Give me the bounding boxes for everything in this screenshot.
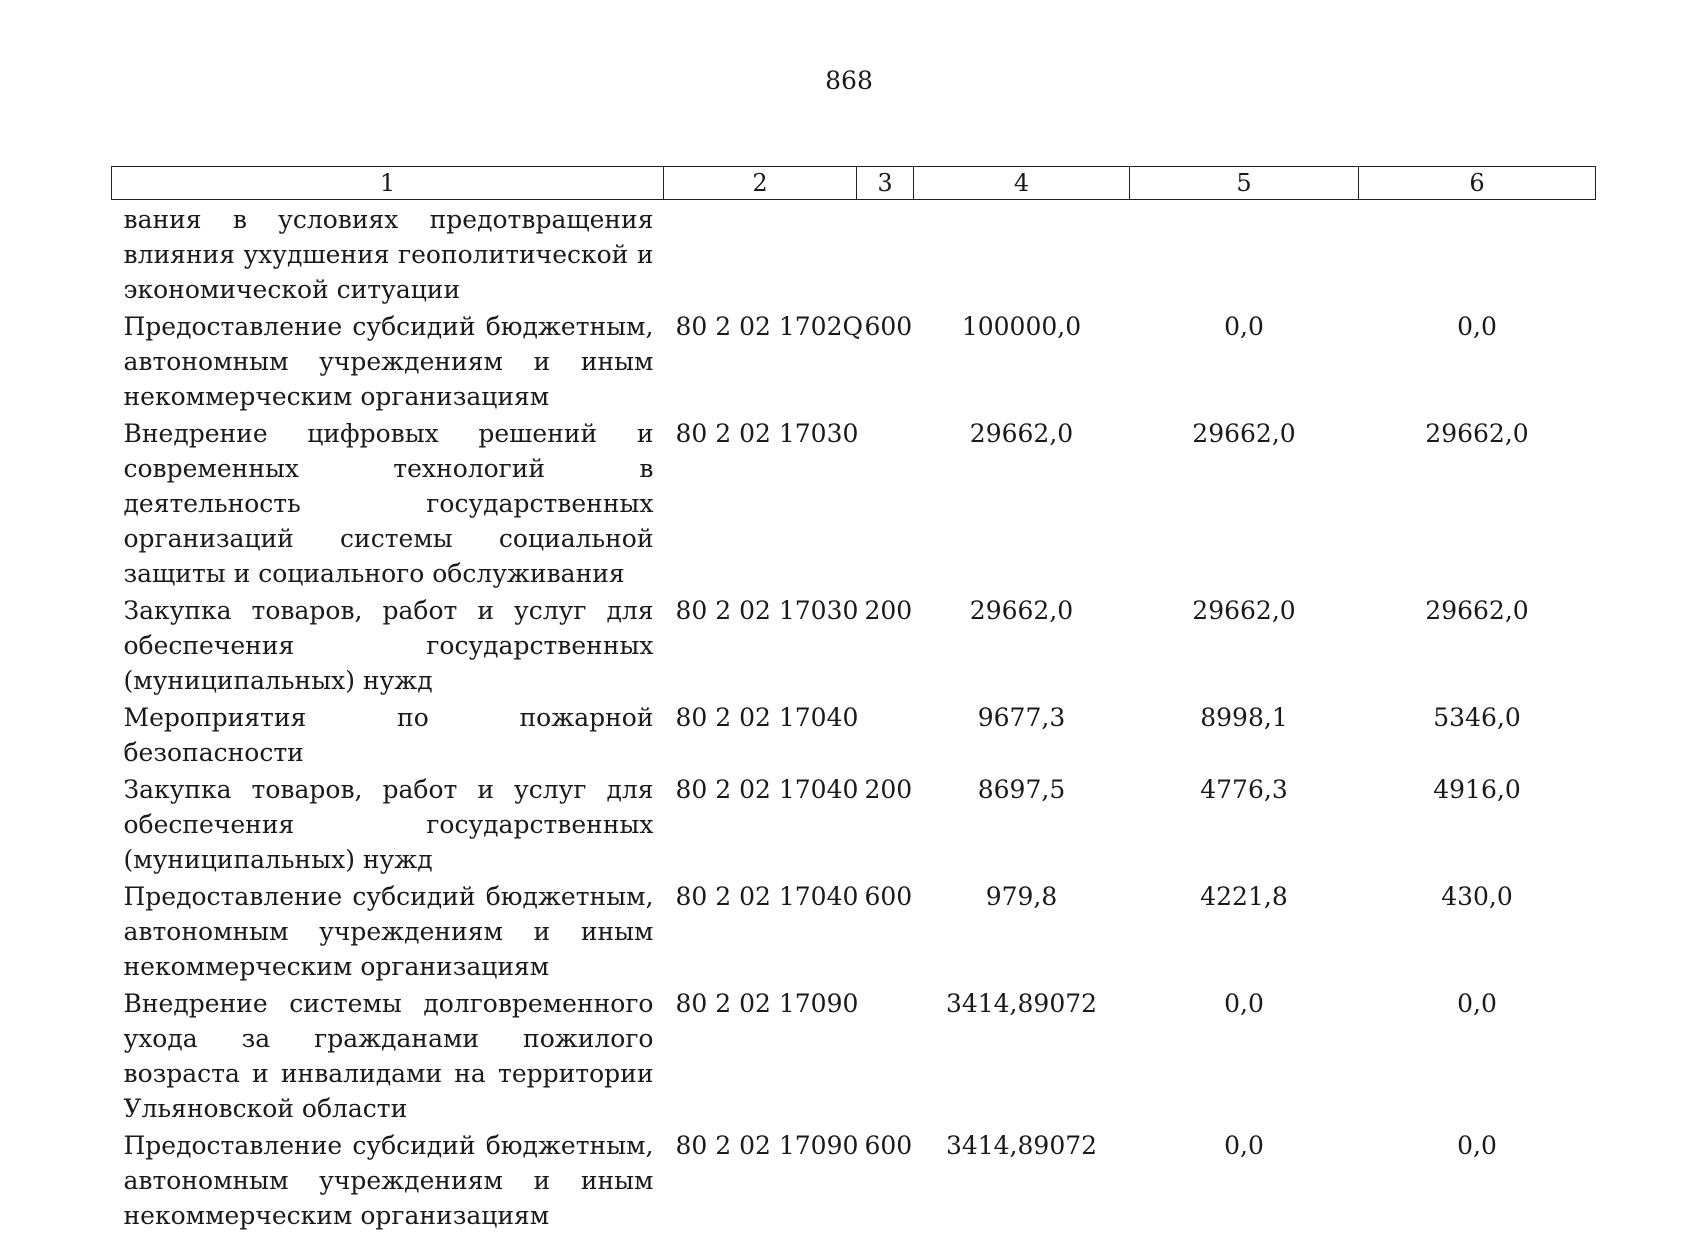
item-name: вания в условиях предотвращения влияния ухудшения геополитической и экономической ситуации: [112, 200, 664, 310]
budget-code: 80 2 02 17040: [664, 879, 857, 986]
budget-code: 80 2 02 17030: [664, 593, 857, 700]
budget-table: [111, 166, 1596, 1235]
amount-col-6: [1359, 200, 1596, 310]
amount-col-4: 3414,89072: [914, 986, 1130, 1128]
item-name: Предоставление субсидий бюджетным, автономным учреждениям и иным некоммерческим организациям: [112, 879, 664, 986]
table-row: [112, 309, 1596, 416]
amount-col-6: 0,0: [1359, 309, 1596, 416]
table-row: [112, 416, 1596, 593]
expense-type: [857, 986, 914, 1128]
header-row: [112, 167, 1596, 200]
table-row: [112, 879, 1596, 986]
budget-code: 80 2 02 17090: [664, 1128, 857, 1235]
amount-col-5: 0,0: [1130, 309, 1359, 416]
item-name: Внедрение системы долговременного ухода за гражданами пожилого возраста и инвалидами на территории Ульяновской области: [112, 986, 664, 1128]
item-name: Мероприятия по пожарной безопасности: [112, 700, 664, 772]
column-header-1: 1: [112, 167, 664, 200]
table-row: [112, 200, 1596, 310]
amount-col-6: 430,0: [1359, 879, 1596, 986]
amount-col-5: 29662,0: [1130, 416, 1359, 593]
amount-col-5: 8998,1: [1130, 700, 1359, 772]
budget-code: 80 2 02 17040: [664, 772, 857, 879]
amount-col-6: 0,0: [1359, 1128, 1596, 1235]
amount-col-5: 0,0: [1130, 1128, 1359, 1235]
table-body: [112, 200, 1596, 1235]
amount-col-6: 5346,0: [1359, 700, 1596, 772]
budget-code: 80 2 02 1702Q: [664, 309, 857, 416]
expense-type: 200: [857, 593, 914, 700]
amount-col-4: [914, 200, 1130, 310]
amount-col-5: [1130, 200, 1359, 310]
amount-col-4: 8697,5: [914, 772, 1130, 879]
item-name: Внедрение цифровых решений и современных технологий в деятельность государственных организаций системы социальной защиты и социального обслуживания: [112, 416, 664, 593]
amount-col-4: 9677,3: [914, 700, 1130, 772]
amount-col-4: 29662,0: [914, 416, 1130, 593]
amount-col-4: 979,8: [914, 879, 1130, 986]
budget-code: 80 2 02 17040: [664, 700, 857, 772]
amount-col-4: 100000,0: [914, 309, 1130, 416]
budget-code: 80 2 02 17090: [664, 986, 857, 1128]
page-number: 868: [0, 66, 1698, 95]
expense-type: [857, 200, 914, 310]
amount-col-4: 3414,89072: [914, 1128, 1130, 1235]
amount-col-6: 29662,0: [1359, 416, 1596, 593]
expense-type: [857, 416, 914, 593]
expense-type: 200: [857, 772, 914, 879]
column-header-2: 2: [664, 167, 857, 200]
column-header-3: 3: [857, 167, 914, 200]
expense-type: 600: [857, 879, 914, 986]
item-name: Предоставление субсидий бюджетным, автономным учреждениям и иным некоммерческим организациям: [112, 309, 664, 416]
item-name: Предоставление субсидий бюджетным, автономным учреждениям и иным некоммерческим организациям: [112, 1128, 664, 1235]
table-row: [112, 772, 1596, 879]
column-header-6: 6: [1359, 167, 1596, 200]
table-row: [112, 700, 1596, 772]
table-row: [112, 1128, 1596, 1235]
expense-type: 600: [857, 1128, 914, 1235]
column-header-5: 5: [1130, 167, 1359, 200]
amount-col-5: 4221,8: [1130, 879, 1359, 986]
budget-code: 80 2 02 17030: [664, 416, 857, 593]
amount-col-5: 4776,3: [1130, 772, 1359, 879]
amount-col-6: 0,0: [1359, 986, 1596, 1128]
budget-code: [664, 200, 857, 310]
table-row: [112, 986, 1596, 1128]
amount-col-6: 4916,0: [1359, 772, 1596, 879]
amount-col-6: 29662,0: [1359, 593, 1596, 700]
item-name: Закупка товаров, работ и услуг для обеспечения государственных (муниципальных) нужд: [112, 772, 664, 879]
expense-type: 600: [857, 309, 914, 416]
table-row: [112, 593, 1596, 700]
amount-col-5: 29662,0: [1130, 593, 1359, 700]
amount-col-4: 29662,0: [914, 593, 1130, 700]
amount-col-5: 0,0: [1130, 986, 1359, 1128]
column-header-4: 4: [914, 167, 1130, 200]
item-name: Закупка товаров, работ и услуг для обеспечения государственных (муниципальных) нужд: [112, 593, 664, 700]
expense-type: [857, 700, 914, 772]
